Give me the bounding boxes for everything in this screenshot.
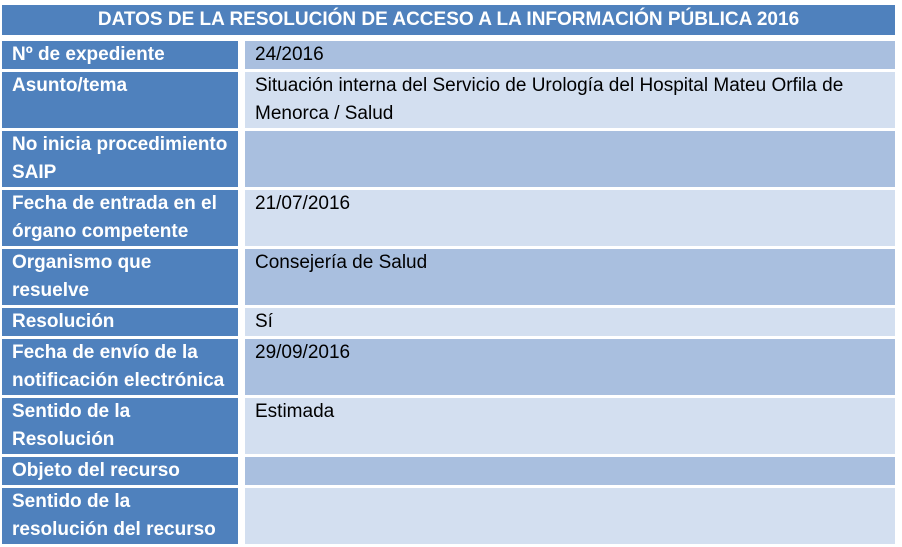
row-label: Fecha de envío de la notificación electrónica [2, 339, 245, 395]
row-label: Organismo que resuelve [2, 249, 245, 305]
table-row [2, 190, 895, 246]
table-row [2, 249, 895, 305]
table-row [2, 131, 895, 187]
row-label: Resolución [2, 308, 245, 336]
resolution-data-table [2, 38, 895, 547]
row-label: Sentido de la resolución del recurso [2, 488, 245, 544]
row-label: Objeto del recurso [2, 457, 245, 485]
row-label: No inicia procedimiento SAIP [2, 131, 245, 187]
row-label: Fecha de entrada en el órgano competente [2, 190, 245, 246]
row-label: Sentido de la Resolución [2, 398, 245, 454]
table-row [2, 398, 895, 454]
row-value: Sí [245, 308, 895, 336]
row-value [245, 488, 895, 544]
row-value: 21/07/2016 [245, 190, 895, 246]
document-title: DATOS DE LA RESOLUCIÓN DE ACCESO A LA INFORMACIÓN PÚBLICA 2016 [2, 5, 895, 35]
table-row [2, 457, 895, 485]
table-row [2, 41, 895, 69]
row-value: 24/2016 [245, 41, 895, 69]
table-row [2, 488, 895, 544]
row-value: Estimada [245, 398, 895, 454]
row-label: Asunto/tema [2, 72, 245, 128]
row-value [245, 457, 895, 485]
row-value [245, 131, 895, 187]
row-value: Consejería de Salud [245, 249, 895, 305]
table-row [2, 308, 895, 336]
row-value: Situación interna del Servicio de Urología del Hospital Mateu Orfila de Menorca / Salud [245, 72, 895, 128]
table-row [2, 339, 895, 395]
row-label: Nº de expediente [2, 41, 245, 69]
row-value: 29/09/2016 [245, 339, 895, 395]
table-row [2, 72, 895, 128]
